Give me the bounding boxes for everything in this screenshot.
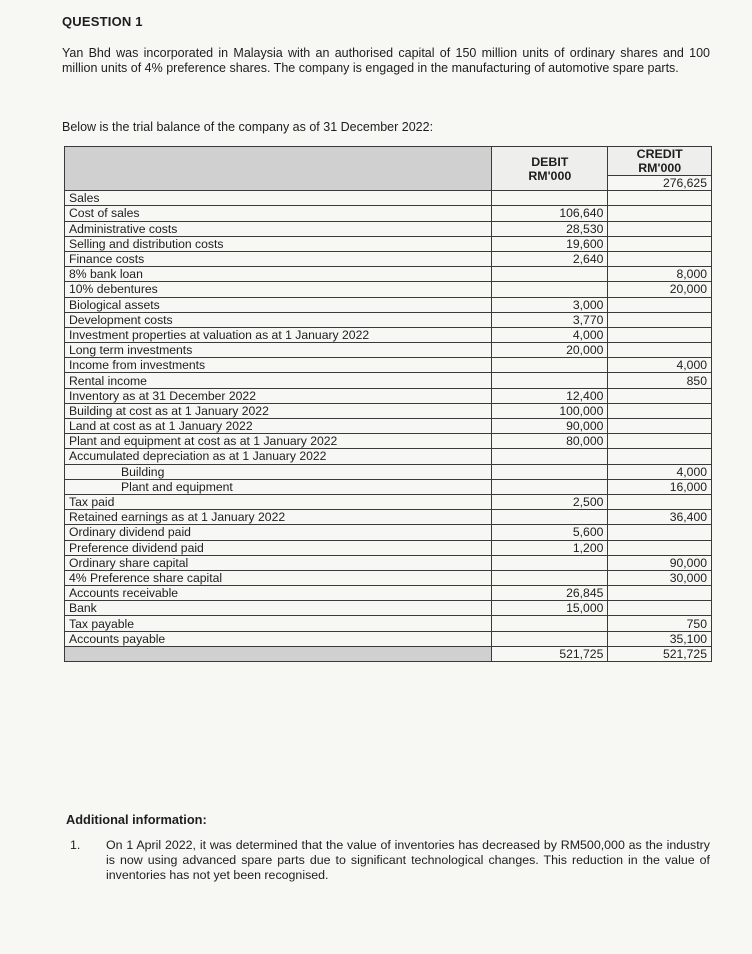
debit-value [492,358,608,373]
account-label: Sales [65,191,492,206]
debit-value [492,282,608,297]
debit-value: 28,530 [492,221,608,236]
table-row [65,540,712,555]
table-row [65,449,712,464]
account-label: Biological assets [65,297,492,312]
table-row [65,327,712,342]
debit-value: 12,400 [492,388,608,403]
credit-value [608,434,712,449]
table-row [65,464,712,479]
table-row [65,419,712,434]
account-label: Income from investments [65,358,492,373]
table-row [65,388,712,403]
debit-value: 20,000 [492,343,608,358]
debit-value [492,631,608,646]
debit-value [492,191,608,206]
table-row [65,282,712,297]
table-row [65,601,712,616]
account-label: Plant and equipment [65,479,492,494]
trial-balance-table [64,146,712,662]
description-header [65,147,492,191]
table-row [65,373,712,388]
credit-value [608,206,712,221]
debit-value: 80,000 [492,434,608,449]
table-row [65,616,712,631]
credit-value [608,327,712,342]
credit-header-unit: RM'000 [638,161,682,175]
account-label: Ordinary share capital [65,555,492,570]
debit-header-label: DEBIT [531,154,569,169]
credit-header [608,147,712,176]
total-credit: 521,725 [608,646,712,661]
trial-balance-body [65,191,712,647]
account-label: Long term investments [65,343,492,358]
credit-value [608,388,712,403]
trial-balance-lead: Below is the trial balance of the company as of 31 December 2022: [62,120,434,134]
account-label: Selling and distribution costs [65,236,492,251]
account-label: Plant and equipment at cost as at 1 January 2022 [65,434,492,449]
table-row [65,555,712,570]
table-row [65,631,712,646]
credit-value [608,191,712,206]
credit-value: 35,100 [608,631,712,646]
credit-value: 20,000 [608,282,712,297]
table-row [65,434,712,449]
table-row [65,206,712,221]
debit-value: 26,845 [492,586,608,601]
account-label: Retained earnings as at 1 January 2022 [65,510,492,525]
debit-value: 19,600 [492,236,608,251]
total-debit: 521,725 [492,646,608,661]
total-row [65,646,712,661]
account-label: 8% bank loan [65,267,492,282]
credit-value [608,312,712,327]
account-label: Tax paid [65,494,492,509]
account-label: Rental income [65,373,492,388]
credit-value: 4,000 [608,464,712,479]
credit-value: 30,000 [608,570,712,585]
credit-value: 8,000 [608,267,712,282]
credit-value [608,494,712,509]
account-label: Administrative costs [65,221,492,236]
debit-value: 106,640 [492,206,608,221]
account-label: Land at cost as at 1 January 2022 [65,419,492,434]
account-label: Development costs [65,312,492,327]
table-row [65,525,712,540]
table-row [65,494,712,509]
credit-value [608,586,712,601]
debit-value: 90,000 [492,419,608,434]
account-label: Ordinary dividend paid [65,525,492,540]
table-row [65,570,712,585]
debit-value [492,616,608,631]
account-label: Cost of sales [65,206,492,221]
table-row [65,236,712,251]
table-row [65,403,712,418]
account-label: Finance costs [65,251,492,266]
credit-value [608,403,712,418]
account-label: Accumulated depreciation as at 1 January 2022 [65,449,492,464]
debit-value [492,464,608,479]
account-label: Preference dividend paid [65,540,492,555]
debit-value: 4,000 [492,327,608,342]
table-row [65,358,712,373]
debit-value: 2,500 [492,494,608,509]
account-label: Investment properties at valuation as at 1 January 2022 [65,327,492,342]
debit-value: 1,200 [492,540,608,555]
debit-value: 3,000 [492,297,608,312]
account-label: Bank [65,601,492,616]
table-header-row [65,147,712,176]
debit-value: 5,600 [492,525,608,540]
credit-value [608,343,712,358]
account-label: Accounts receivable [65,586,492,601]
debit-header [492,147,608,191]
table-row [65,312,712,327]
account-label: Tax payable [65,616,492,631]
debit-value: 100,000 [492,403,608,418]
credit-value: 16,000 [608,479,712,494]
account-label: Building [65,464,492,479]
note-number: 1. [70,838,81,852]
credit-value [608,540,712,555]
account-label: 4% Preference share capital [65,570,492,585]
table-row [65,191,712,206]
account-label: 10% debentures [65,282,492,297]
debit-value: 15,000 [492,601,608,616]
credit-value: 36,400 [608,510,712,525]
table-row [65,479,712,494]
credit-value [608,251,712,266]
question-title: QUESTION 1 [62,14,143,29]
credit-value [608,221,712,236]
credit-header-label: CREDIT [636,147,683,161]
credit-value [608,449,712,464]
total-label-cell [65,646,492,661]
table-row [65,586,712,601]
credit-value: 850 [608,373,712,388]
debit-value [492,479,608,494]
debit-value [492,570,608,585]
debit-header-unit: RM'000 [528,168,572,183]
credit-value: 750 [608,616,712,631]
credit-value [608,297,712,312]
debit-value: 3,770 [492,312,608,327]
table-row [65,510,712,525]
debit-value [492,267,608,282]
account-label: Accounts payable [65,631,492,646]
credit-value: 90,000 [608,555,712,570]
debit-value [492,555,608,570]
credit-value [608,601,712,616]
debit-value [492,449,608,464]
table-row [65,343,712,358]
debit-value [492,373,608,388]
table-row [65,297,712,312]
table-row [65,267,712,282]
note-text: On 1 April 2022, it was determined that the value of inventories has decreased by RM500,000 as the industry is now using advanced spare parts due to significant technological changes. This reduction in the value of inventories has not yet been recognised. [106,838,710,882]
credit-value [608,419,712,434]
intro-paragraph: Yan Bhd was incorporated in Malaysia with an authorised capital of 150 million units of ordinary shares and 100 million units of 4% preference shares. The company is engaged in the manufacturing of automotive spare parts. [62,46,710,75]
credit-value: 4,000 [608,358,712,373]
account-label: Building at cost as at 1 January 2022 [65,403,492,418]
table-row [65,251,712,266]
additional-info-title: Additional information: [66,812,207,827]
sales-credit-value: 276,625 [608,176,712,191]
debit-value [492,510,608,525]
debit-value: 2,640 [492,251,608,266]
table-row [65,221,712,236]
credit-value [608,525,712,540]
credit-value [608,236,712,251]
account-label: Inventory as at 31 December 2022 [65,388,492,403]
